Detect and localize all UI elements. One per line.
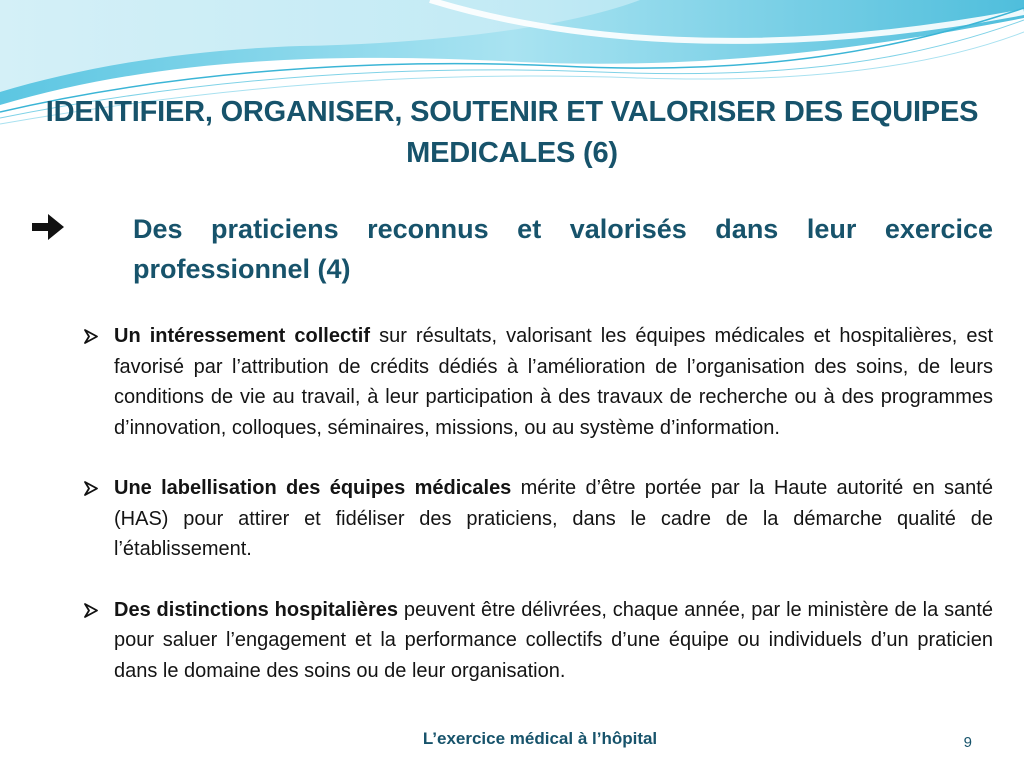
bullet-item	[82, 321, 993, 443]
bullet-lead: Une labellisation des équipes médicales	[114, 477, 512, 499]
bullet-item	[82, 473, 993, 565]
arrowhead-bullet-icon	[84, 329, 98, 344]
bullet-text: peuvent être délivrées, chaque année, par le ministère de la santé pour saluer l’engagement et la performance collectifs d’une équipe ou individuels d’un praticien dans le domaine des soins ou de leur organisation.	[114, 598, 993, 682]
bullet-text: mérite d’être portée par la Haute autorité en santé (HAS) pour attirer et fidéliser des praticiens, dans le cadre de la démarche qualité de l’établissement.	[114, 477, 993, 560]
slide-title: IDENTIFIER, ORGANISER, SOUTENIR ET VALORISER DES EQUIPES MEDICALES (6)	[45, 96, 979, 169]
right-arrow-icon	[30, 211, 66, 243]
slide-footer: L’exercice médical à l’hôpital	[422, 729, 658, 748]
arrowhead-bullet-icon	[84, 603, 98, 618]
bullet-lead: Un intéressement collectif	[114, 325, 370, 347]
arrowhead-bullet-icon	[84, 481, 98, 496]
page-number: 9	[963, 734, 972, 751]
bullet-item	[82, 595, 993, 687]
bullet-list	[82, 321, 993, 716]
bullet-text: sur résultats, valorisant les équipes médicales et hospitalières, est favorisé par l’attribution de crédits dédiés à l’amélioration de l’organisation des soins, de leurs conditions de vie au travail, à leur participation à des travaux de recherche ou à des programmes d’innovation, colloques, séminaires, missions, ou au système d’information.	[114, 325, 993, 439]
bullet-lead: Des distinctions hospitalières	[114, 598, 399, 621]
slide-subtitle: Des praticiens reconnus et valorisés dans leur exercice professionnel (4)	[133, 214, 993, 284]
